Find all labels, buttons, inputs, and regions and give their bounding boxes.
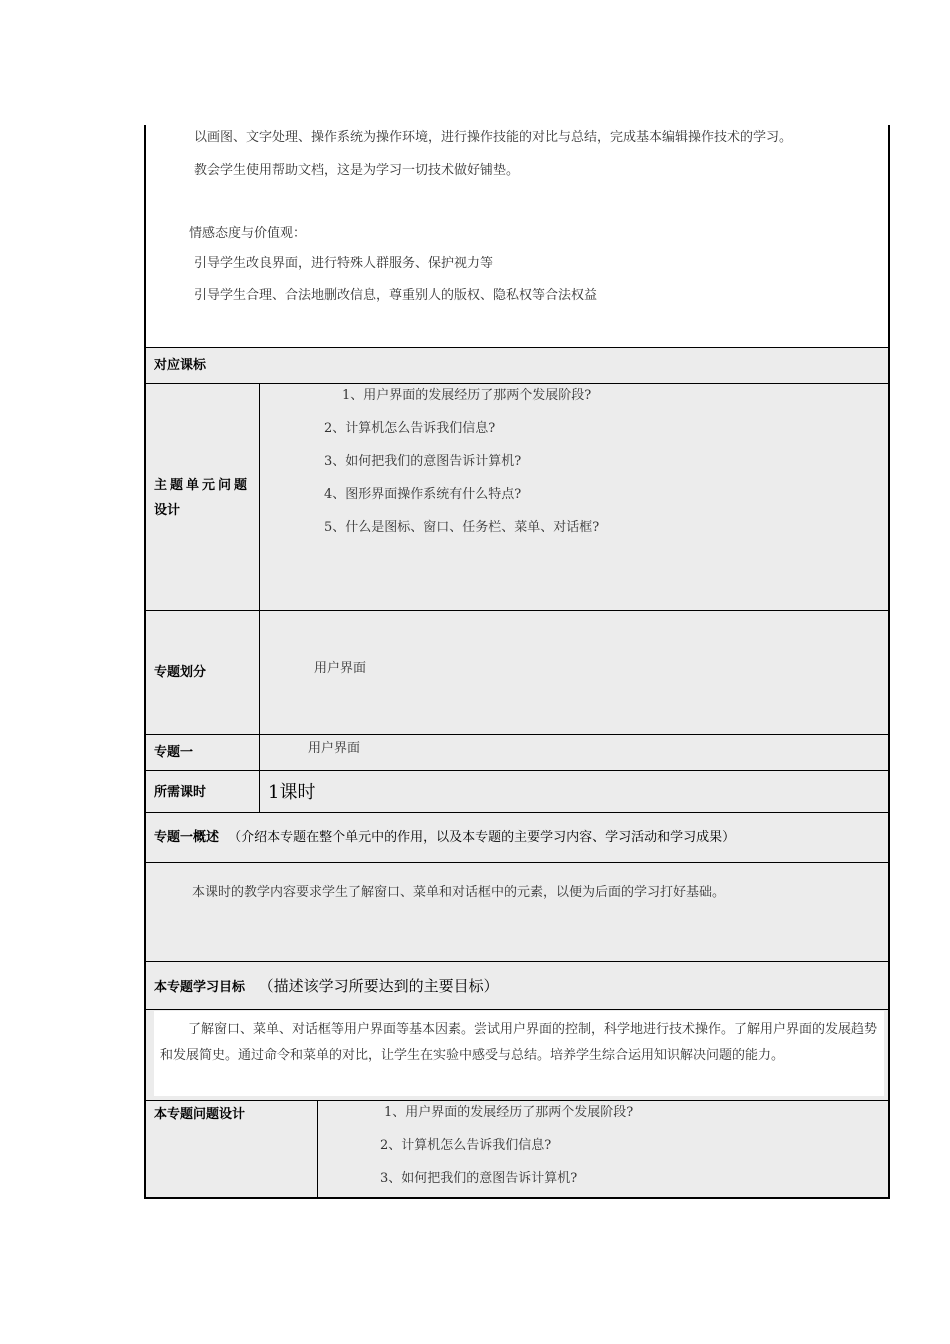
curriculum-row: [146, 348, 888, 384]
list-item: 4、图形界面操作系统有什么特点?: [324, 487, 522, 502]
list-item: 5、什么是图标、窗口、任务栏、菜单、对话框?: [324, 520, 600, 535]
unit-questions-label: 设计: [154, 503, 181, 518]
topic-division-label: 专题划分: [154, 665, 207, 680]
topic-one-label: 专题一: [154, 745, 194, 760]
content-line: 引导学生合理、合法地删改信息，尊重别人的版权、隐私权等合法权益: [194, 288, 598, 303]
divider: [146, 1100, 888, 1101]
goals-label: [154, 978, 499, 996]
curriculum-label: 对应课标: [154, 358, 207, 373]
overview-hint: （介绍本专题在整个单元中的作用，以及本专题的主要学习内容、学习活动和学习成果）: [228, 830, 736, 845]
unit-questions-label: 主题单元问题: [154, 478, 251, 493]
hours-row: [146, 771, 888, 813]
divider: [146, 961, 888, 962]
content-line: 引导学生改良界面，进行特殊人群服务、保护视力等: [194, 256, 494, 271]
section-heading: 情感态度与价值观：: [189, 226, 307, 241]
goals-hint: （描述该学习所要达到的主要目标）: [258, 977, 499, 995]
overview-content: 本课时的教学内容要求学生了解窗口、菜单和对话框中的元素，以便为后面的学习打好基础。: [192, 885, 726, 900]
overview-content-row: [146, 863, 888, 962]
hours-value: 1课时: [268, 782, 316, 803]
list-item: 1、用户界面的发展经历了那两个发展阶段?: [384, 1105, 634, 1120]
divider: [146, 347, 888, 348]
topic-division-value: 用户界面: [314, 661, 367, 676]
lesson-plan-table: [144, 125, 890, 1199]
divider: [146, 1009, 888, 1010]
topic-questions-label: 本专题问题设计: [154, 1107, 246, 1122]
topic-one-value: 用户界面: [308, 741, 361, 756]
divider: [146, 770, 888, 771]
hours-label: 所需课时: [154, 785, 207, 800]
column-divider: [317, 1100, 318, 1197]
list-item: 1、用户界面的发展经历了那两个发展阶段?: [342, 388, 592, 403]
topic-one-row: [146, 735, 888, 771]
divider: [146, 610, 888, 611]
divider: [146, 734, 888, 735]
list-item: 2、计算机怎么告诉我们信息?: [324, 421, 496, 436]
divider: [146, 812, 888, 813]
divider: [146, 383, 888, 384]
list-item: 3、如何把我们的意图告诉计算机?: [324, 454, 522, 469]
divider: [146, 862, 888, 863]
goals-content-box: [154, 1011, 884, 1096]
column-divider: [259, 383, 260, 812]
goals-content: 了解窗口、菜单、对话框等用户界面等基本因素。尝试用户界面的控制，科学地进行技术操作。了解用户界面的发展趋势和发展简史。通过命令和菜单的对比，让学生在实验中感受与总结。培养学生综合运用知识解决问题的能力。: [160, 1022, 878, 1063]
list-item: 2、计算机怎么告诉我们信息?: [380, 1138, 552, 1153]
topic-division-row: [146, 611, 888, 735]
content-line: 以画图、文字处理、操作系统为操作环境，进行操作技能的对比与总结，完成基本编辑操作技术的学习。: [194, 130, 793, 145]
overview-label: [154, 830, 735, 846]
overview-title: 专题一概述: [154, 830, 220, 845]
list-item: 3、如何把我们的意图告诉计算机?: [380, 1171, 578, 1186]
content-line: 教会学生使用帮助文档，这是为学习一切技术做好铺垫。: [194, 163, 520, 178]
goals-title: 本专题学习目标: [154, 980, 246, 995]
